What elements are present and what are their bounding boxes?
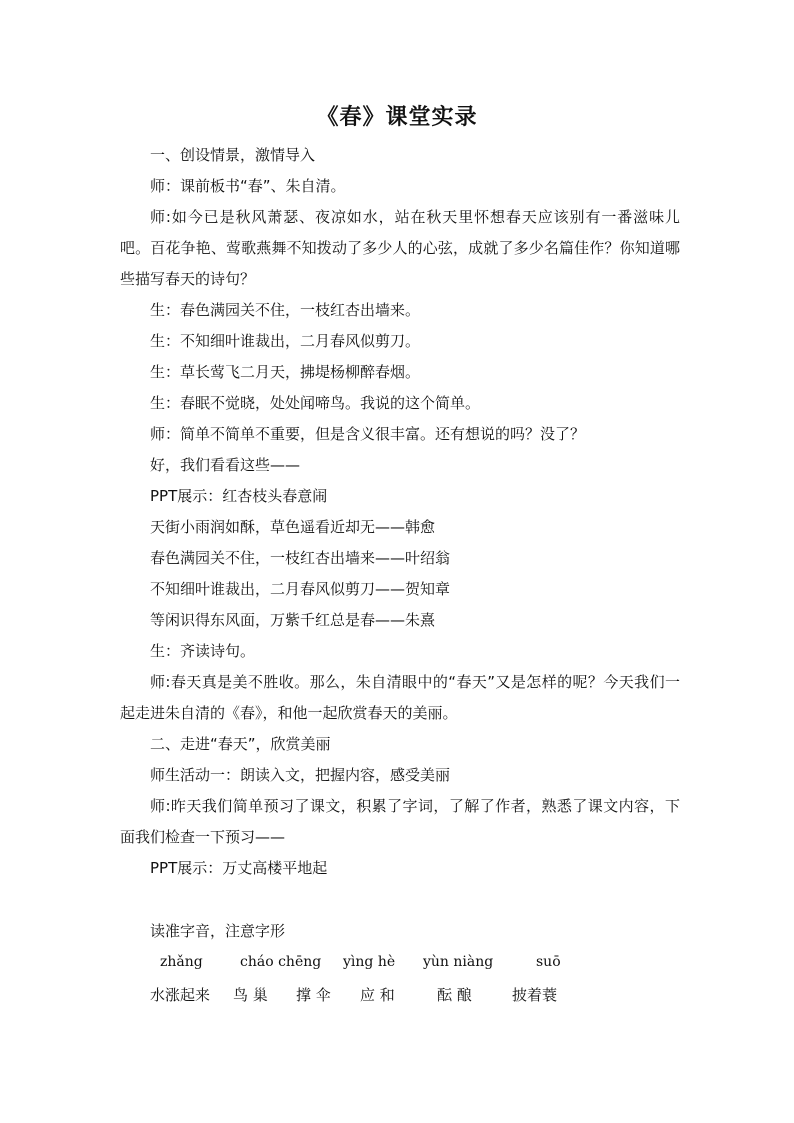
pinyin-label: yìng hè [343, 954, 396, 970]
paragraph: 生：春色满园关不住，一枝红杏出墙来。 [150, 301, 421, 319]
document-title: 《春》课堂实录 [316, 104, 478, 130]
pinyin-label: cháo chēng [240, 954, 322, 970]
paragraph: 好，我们看看这些—— [150, 456, 301, 474]
paragraph: 师:如今已是秋风萧瑟、夜凉如水，站在秋天里怀想春天应该别有一番滋味儿吧。百花争艳、莺歌燕舞不知拨动了多少人的心弦，成就了多少名篇佳作？你知道哪些描写春天的诗句？ [120, 208, 680, 288]
word-item: 应 和 [360, 986, 395, 1004]
paragraph: 读准字音，注意字形 [150, 922, 286, 940]
word-item: 鸟 巢 [233, 986, 268, 1004]
pinyin-label: yùn niàng [423, 954, 494, 970]
word-item: 撑 伞 [296, 986, 331, 1004]
word-item: 酝 酿 [437, 986, 472, 1004]
paragraph: 生：齐读诗句。 [150, 642, 256, 660]
word-item: 披着蓑 [512, 986, 558, 1004]
paragraph: 生：春眠不觉晓，处处闻啼鸟。我说的这个简单。 [150, 394, 481, 412]
poem-line: 不知细叶谁裁出，二月春风似剪刀——贺知章 [150, 580, 451, 598]
paragraph: 师：简单不简单不重要，但是含义很丰富。还有想说的吗？没了？ [150, 425, 586, 443]
section-heading-1: 一、创设情景，激情导入 [150, 146, 316, 164]
paragraph: 师生活动一：朗读入文，把握内容，感受美丽 [150, 766, 451, 784]
word-item: 水涨起来 [150, 986, 211, 1004]
pinyin-label: suō [536, 954, 561, 970]
paragraph: 生：不知细叶谁裁出，二月春风似剪刀。 [150, 332, 421, 350]
paragraph: PPT展示：万丈高楼平地起 [150, 859, 328, 877]
poem-line: 春色满园关不住，一枝红杏出墙来——叶绍翁 [150, 549, 451, 567]
paragraph: 师:昨天我们简单预习了课文，积累了字词，了解了作者，熟悉了课文内容，下面我们检查一下预习—— [120, 797, 680, 846]
paragraph: 师：课前板书“春”、朱自清。 [150, 177, 346, 195]
paragraph: 生：草长莺飞二月天，拂堤杨柳醉春烟。 [150, 363, 421, 381]
section-heading-2: 二、走进“春天”，欣赏美丽 [150, 735, 331, 753]
poem-line: 等闲识得东风面，万紫千红总是春——朱熹 [150, 611, 436, 629]
poem-line: 天街小雨润如酥，草色遥看近却无——韩愈 [150, 518, 436, 536]
paragraph: 师:春天真是美不胜收。那么，朱自清眼中的“春天”又是怎样的呢？今天我们一起走进朱自清的《春》，和他一起欣赏春天的美丽。 [120, 673, 680, 722]
paragraph: PPT展示：红杏枝头春意闹 [150, 487, 328, 505]
pinyin-label: zhǎng [160, 954, 203, 970]
